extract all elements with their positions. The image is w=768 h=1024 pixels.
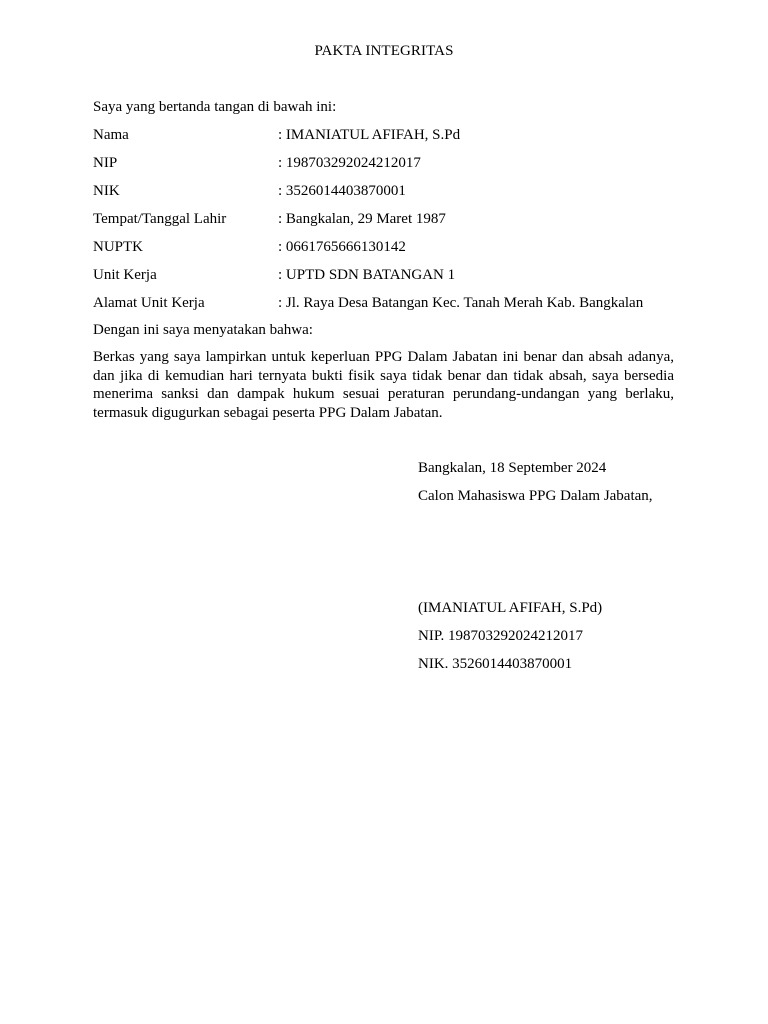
signature-place-date: Bangkalan, 18 September 2024 — [418, 460, 607, 476]
signature-name: (IMANIATUL AFIFAH, S.Pd) — [418, 600, 603, 616]
field-row-nik — [93, 182, 693, 210]
field-value: : 198703292024212017 — [278, 155, 421, 171]
signature-nip: NIP. 198703292024212017 — [418, 628, 584, 644]
identity-fields — [93, 126, 693, 322]
document-title: PAKTA INTEGRITAS — [314, 43, 454, 59]
field-label: Nama — [93, 127, 129, 143]
field-row-nama — [93, 126, 693, 154]
field-row-nuptk — [93, 238, 693, 266]
statement-paragraph: Berkas yang saya lampirkan untuk keperluan PPG Dalam Jabatan ini benar dan absah adanya, dan jika di kemudian hari ternyata bukti fisik saya tidak benar dan tidak absah, saya bersedia menerima sanksi dan dampak hukum sesuai peraturan perundang-undangan yang berlaku, termasuk digugurkan sebagai peserta PPG Dalam Jabatan. — [93, 349, 674, 421]
field-row-nip — [93, 154, 693, 182]
signature-role: Calon Mahasiswa PPG Dalam Jabatan, — [418, 488, 653, 504]
field-label: NIK — [93, 183, 120, 199]
signature-nik: NIK. 3526014403870001 — [418, 656, 573, 672]
field-label: Alamat Unit Kerja — [93, 295, 205, 311]
declaration-text: Dengan ini saya menyatakan bahwa: — [93, 322, 313, 338]
signature-space — [418, 515, 738, 599]
field-label: Unit Kerja — [93, 267, 157, 283]
field-label: NIP — [93, 155, 118, 171]
signature-block — [418, 459, 738, 683]
field-value: : UPTD SDN BATANGAN 1 — [278, 267, 456, 283]
field-value: : 3526014403870001 — [278, 183, 406, 199]
field-row-unit — [93, 266, 693, 294]
field-value: : Bangkalan, 29 Maret 1987 — [278, 211, 446, 227]
field-value: : 0661765666130142 — [278, 239, 406, 255]
field-label: NUPTK — [93, 239, 144, 255]
field-value: : IMANIATUL AFIFAH, S.Pd — [278, 127, 461, 143]
intro-text: Saya yang bertanda tangan di bawah ini: — [93, 99, 337, 115]
field-row-address — [93, 294, 693, 322]
field-row-birth — [93, 210, 693, 238]
field-value: : Jl. Raya Desa Batangan Kec. Tanah Merah Kab. Bangkalan — [278, 295, 644, 311]
field-label: Tempat/Tanggal Lahir — [93, 211, 227, 227]
